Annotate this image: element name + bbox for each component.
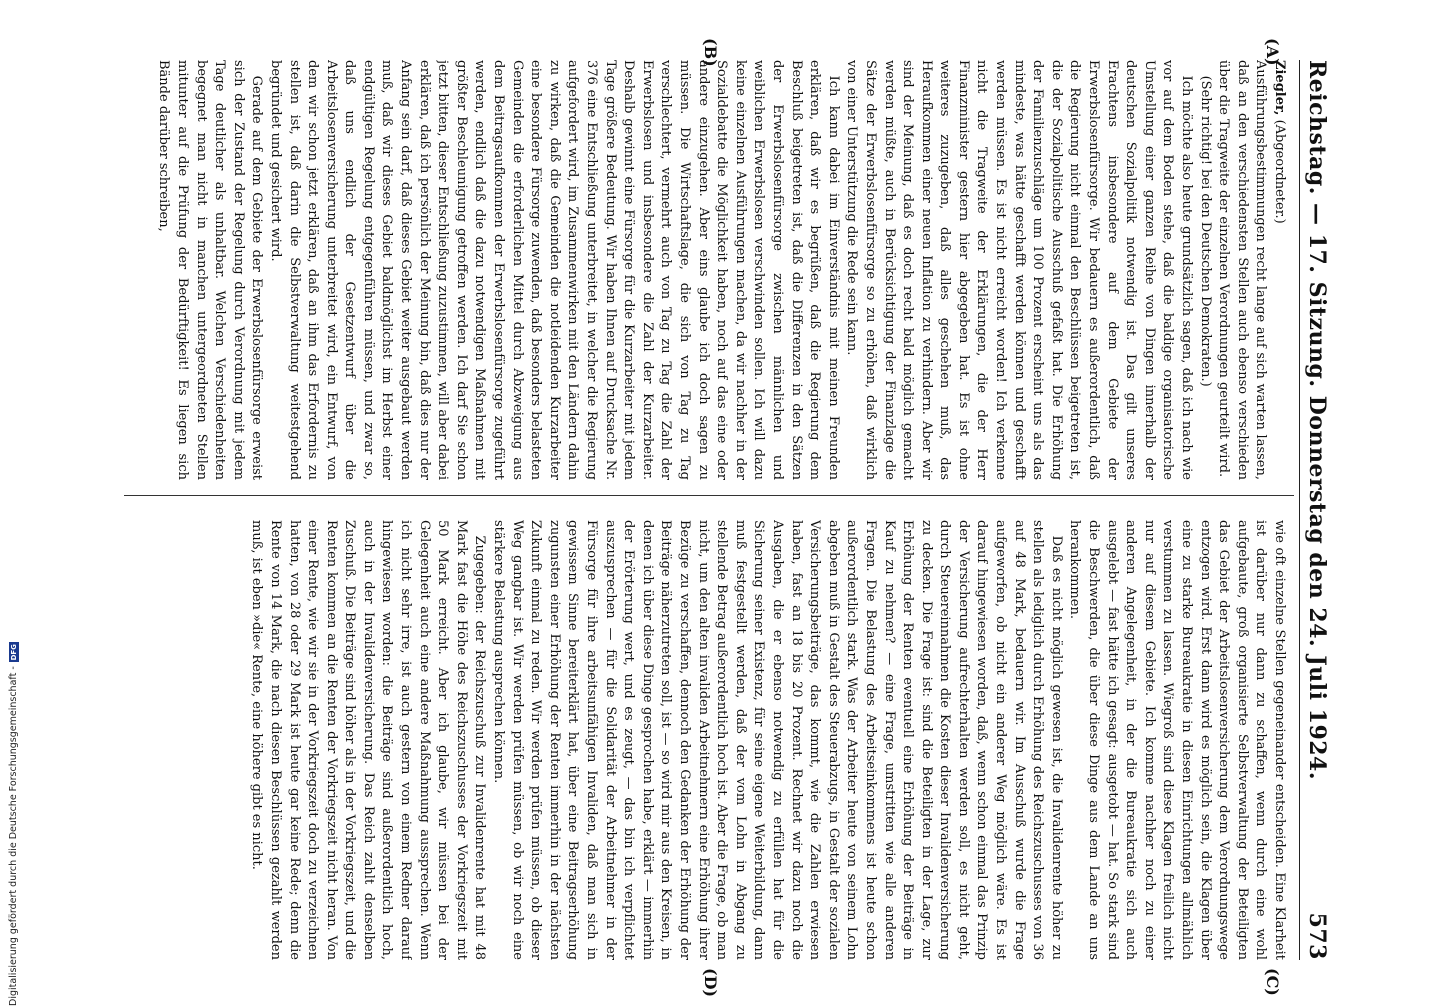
paragraph: Daß es nicht möglich gewesen ist, die Invalidenrente höher zu stellen als lediglich durch Erhöhung des Reichszuschusses von 36 auf 48 Mark, bedauern wir. Im Ausschuß wurde die Frage aufgeworfen, ob nicht ein anderer Weg möglich wäre. Es ist darauf hingewiesen worden, daß, wenn schon einmal das Prinzip der Versicherung aufrechterhalten werden soll, es nicht geht, durch Steuereinnahmen die Kosten dieser Invalidenversicherung zu decken. Die Frage ist: sind die Beteiligten in der Lage, zur Erhöhung der Renten eventuell eine Erhöhung der Beiträge in Kauf zu nehmen? — eine Frage, umstritten wie alle anderen Fragen. Die Belastung des Arbeitseinkommens ist heute schon außerordentlich stark. Was der Arbeiter heute von seinem Lohn abgeben muß in Gestalt des Steuerabzugs, in Gestalt der sozialen Versicherungsbeiträge, das kommt, wie die Zahlen erwiesen haben, fast an 18 bis 20 Prozent. Rechnet wir dazu noch die Ausgaben, die er ebenso notwendig zu erfüllen hat für die Sicherung seiner Existenz, für seine eigene Weiterbildung, dann muß festgestellt werden, daß der vom Lohn in Abgang zu stellende Betrag außerordentlich hoch ist. Aber die Frage, ob man nicht, um den alten invaliden Arbeitnehmern eine Erhöhung ihrer Bezüge zu verschaffen, dennoch den Gedanken der Erhöhung der Beiträge näherzutreten soll, ist — so wird mir aus den Kreisen, in denen ich über diese Dinge gesprochen habe, erklärt — immerhin der Erörterung wert, und es zeugt, — das bin ich verpflichtet auszusprechen — für die Solidarität der Arbeitnehmer in der Fürsorge für ihre arbeitsunfähigen Invaliden, daß man sich in gewissem Sinne bereiterklärt hat, über eine Beitragserhöhung zugunsten einer Erhöhung der Renten immerhin in der nächsten Zukunft einmal zu reden. Wir werden prüfen müssen, ob dieser Weg gangbar ist. Wir werden prüfen müssen, ob wir noch eine stärkere Belastung ausprechen können. <box>491 520 1064 960</box>
running-head: Reichstag. — 17. Sitzung. Donnerstag den 24. Juli 1924. <box>1304 60 1330 781</box>
digitization-credit <box>8 642 19 1006</box>
margin-marker-a: (A) <box>1263 38 1282 66</box>
page-number: 573 <box>1304 912 1330 960</box>
paragraph: wie oft einzelne Stellen gegeneinander entscheiden. Eine Klarheit ist darüber nur dann zu schaffen, wenn durch eine wohl aufgebaute, groß organisierte Selbstverwaltung der Beteiligten das Gebiet der Arbeitslosenversicherung dem Verordnungswege entzogen wird. Erst dann wird es möglich sein, die Klagen über eine zu starke Bureaukratie in diesen Einrichtungen allmählich verstummen zu lassen. Wiegroß sind diese Klagen freilich nicht nur auf diesem Gebiete. Ich komme nachher noch zu einer anderen Angelegenheit, in der die Bureaukratie sich auch ausgelebt — fast hätte ich gesagt: ausgetobt — hat. So stark sind die Beschwerden, die über diese Dinge aus dem Lande an uns herankommen. <box>1067 520 1287 960</box>
dfg-logo-icon: DFG <box>9 644 18 661</box>
paragraph: Ich kann dabei im Einverständnis mit meinen Freunden erklären, daß wir es begrüßen, daß die Regierung dem Beschluß beigetreten ist, daß die Differenzen in den Sätzen der Erwerbslosenfürsorge zwischen männlichen und weiblichen Erwerbslosen verschwinden sollen. Ich will dazu keine einzelnen Ausführungen machen, da wir nachher in der Sozialdebatte die Möglichkeit haben, noch auf das eine oder andere einzugehen. Aber eins glaube ich doch sagen zu müssen. Die Wirtschaftslage, die sich von Tag zu Tag verschlechtert, vermehrt auch von Tag zu Tag die Zahl der Erwerbslosen und insbesondere die Zahl der Kurzarbeiter. Deshalb gewinnt eine Fürsorge für die Kurzarbeiter mit jedem Tage größere Bedeutung. Wir haben Ihnen auf Drucksache Nr. 376 eine Entschließung unterbreitet, in welcher die Regierung aufgefordert wird, im Zusammenwirken mit den Ländern dahin zu wirken, daß die Gemeinden die notleidenden Kurzarbeiter eine besondere Fürsorge zuwenden, daß besonders belasteten Gemeinden die erforderlichen Mittel durch Abzweigung aus dem Beitragsaufkommen der Erwerbslosenfürsorge zugeführt werden, endlich daß die dazu notwendigen Maßnahmen mit größter Beschleunigung getroffen werden. Ich darf Sie schon jetzt bitten, dieser Entschließung zuzustimmen, will aber dabei erklären, daß ich persönlich der Meinung bin, daß dies nur der Anfang sein darf, daß dieses Gebiet weiter ausgebaut werden muß, daß wir dieses Gebiet baldmöglichst im Herbst einer endgültigen Regelung entgegenführen müssen, und zwar so, daß uns endlich der Gesetzentwurf über die Arbeitslosenversicherung unterbreitet wird, ein Entwurf, von dem wir schon jetzt erklären, daß an ihm das Erfordernis zu stellen ist, daß darin die Selbstverwaltung weitestgehend begründet und gesichert wird. <box>267 60 841 480</box>
column-divider <box>124 495 1294 496</box>
paragraph: (Sehr richtig! bei den Deutschen Demokraten.) <box>1197 75 1213 387</box>
paragraph: Gerade auf dem Gebiete der Erwerbslosenfürsorge erweist sich der Zustand der Regelung durch Verordnung mit jedem Tage deutlicher als unhaltbar. Welchen Verschiedenheiten begegnet man nicht in manchen untergeordneten Stellen mitunter auf die Prüfung der Bedürftigkeit! Es liegen sich Bände darüber schreiben, <box>156 60 265 480</box>
margin-marker-b: (B) <box>701 38 720 67</box>
speaker-name: Ziegler, <box>1272 60 1287 116</box>
rotated-page-container <box>100 0 1340 1000</box>
speaker-line <box>1269 60 1288 480</box>
credit-text: Digitalisierung gefördert durch die Deutsche Forschungsgemeinschaft - <box>8 666 19 1006</box>
page-header <box>1304 60 1330 960</box>
paragraph: Zugegeben: der Reichszuschuß zur Invalidenrente hat mit 48 Mark fast die Höhe des Reichszuschusses der Vorkriegszeit mit 50 Mark erreicht. Aber ich glaube, wir müssen bei der Gelegenheit auch eine andere Maßnahmung aussprechen. Wenn ich nicht sehr irre, ist auch gestern von einem Redner darauf hingewiesen worden: die Beiträge sind außerordentlich hoch, auch in der Invalidenversicherung. Das Reich zahlt denselben Zuschuß. Die Beiträge sind höher als in der Vorkriegszeit, und die Renten kommen an die Renten der Vorkriegszeit nicht heran. Von einer Rente, wie wir sie in der Vorkriegszeit doch zu verzeichnen hatten, von 28 oder 29 Mark ist heute gar keine Rede; denn die Rente von 14 Mark, die nach diesen Beschlüssen gezahlt werden muß, ist eben »die« Rente, eine höhere gibt es nicht. <box>249 520 488 960</box>
margin-marker-d: (D) <box>701 968 720 998</box>
right-text-column <box>128 520 1288 960</box>
header-rule <box>1299 60 1300 960</box>
paragraph: Ausführungsbestimmungen recht lange auf sich warten lassen, daß an den verschiedensten Stellen auch ebenso verschieden über die Tragweite der einzelnen Verordnungen geurteilt wird. <box>1216 60 1269 480</box>
document-page <box>100 0 1340 1000</box>
margin-marker-c: (C) <box>1263 968 1282 996</box>
speaker-role: (Abgeordneter.) <box>1272 119 1287 224</box>
left-text-column <box>128 60 1288 480</box>
paragraph: Ich möchte also heute grundsätzlich sagen, daß ich nach wie vor auf dem Boden stehe, daß die baldige organisatorische Umstellung einer ganzen Reihe von Dingen innerhalb der deutschen Sozialpolitik notwendig ist. Das gilt unseres Erachtens insbesondere auf dem Gebiete der Erwerbslosenfürsorge. Wir bedauern es außerordentlich, daß die Regierung nicht einmal den Beschlüssen beigetreten ist, die der Sozialpolitische Ausschuß gefaßt hat. Die Erhöhung der Familienzuschläge um 100 Prozent erscheint uns als das mindeste, was hätte geschafft werden können und geschafft werden müssen. Es ist nicht erreicht worden! Ich verkenne nicht die Tragweite der Erklärungen, die der Herr Finanzminister gestern hier abgegeben hat. Es ist ohne weiteres zuzugeben, daß alles geschehen muß, das Heraufkommen einer neuen Inflation zu verhindern. Aber wir sind der Meinung, daß es doch recht bald möglich gemacht werden müßte, auch in Berücksichtigung der Finanzlage die Sätze der Erwerbslosenfürsorge so zu erhöhen, daß wirklich von einer Unterstützung die Rede sein kann. <box>844 60 1195 480</box>
